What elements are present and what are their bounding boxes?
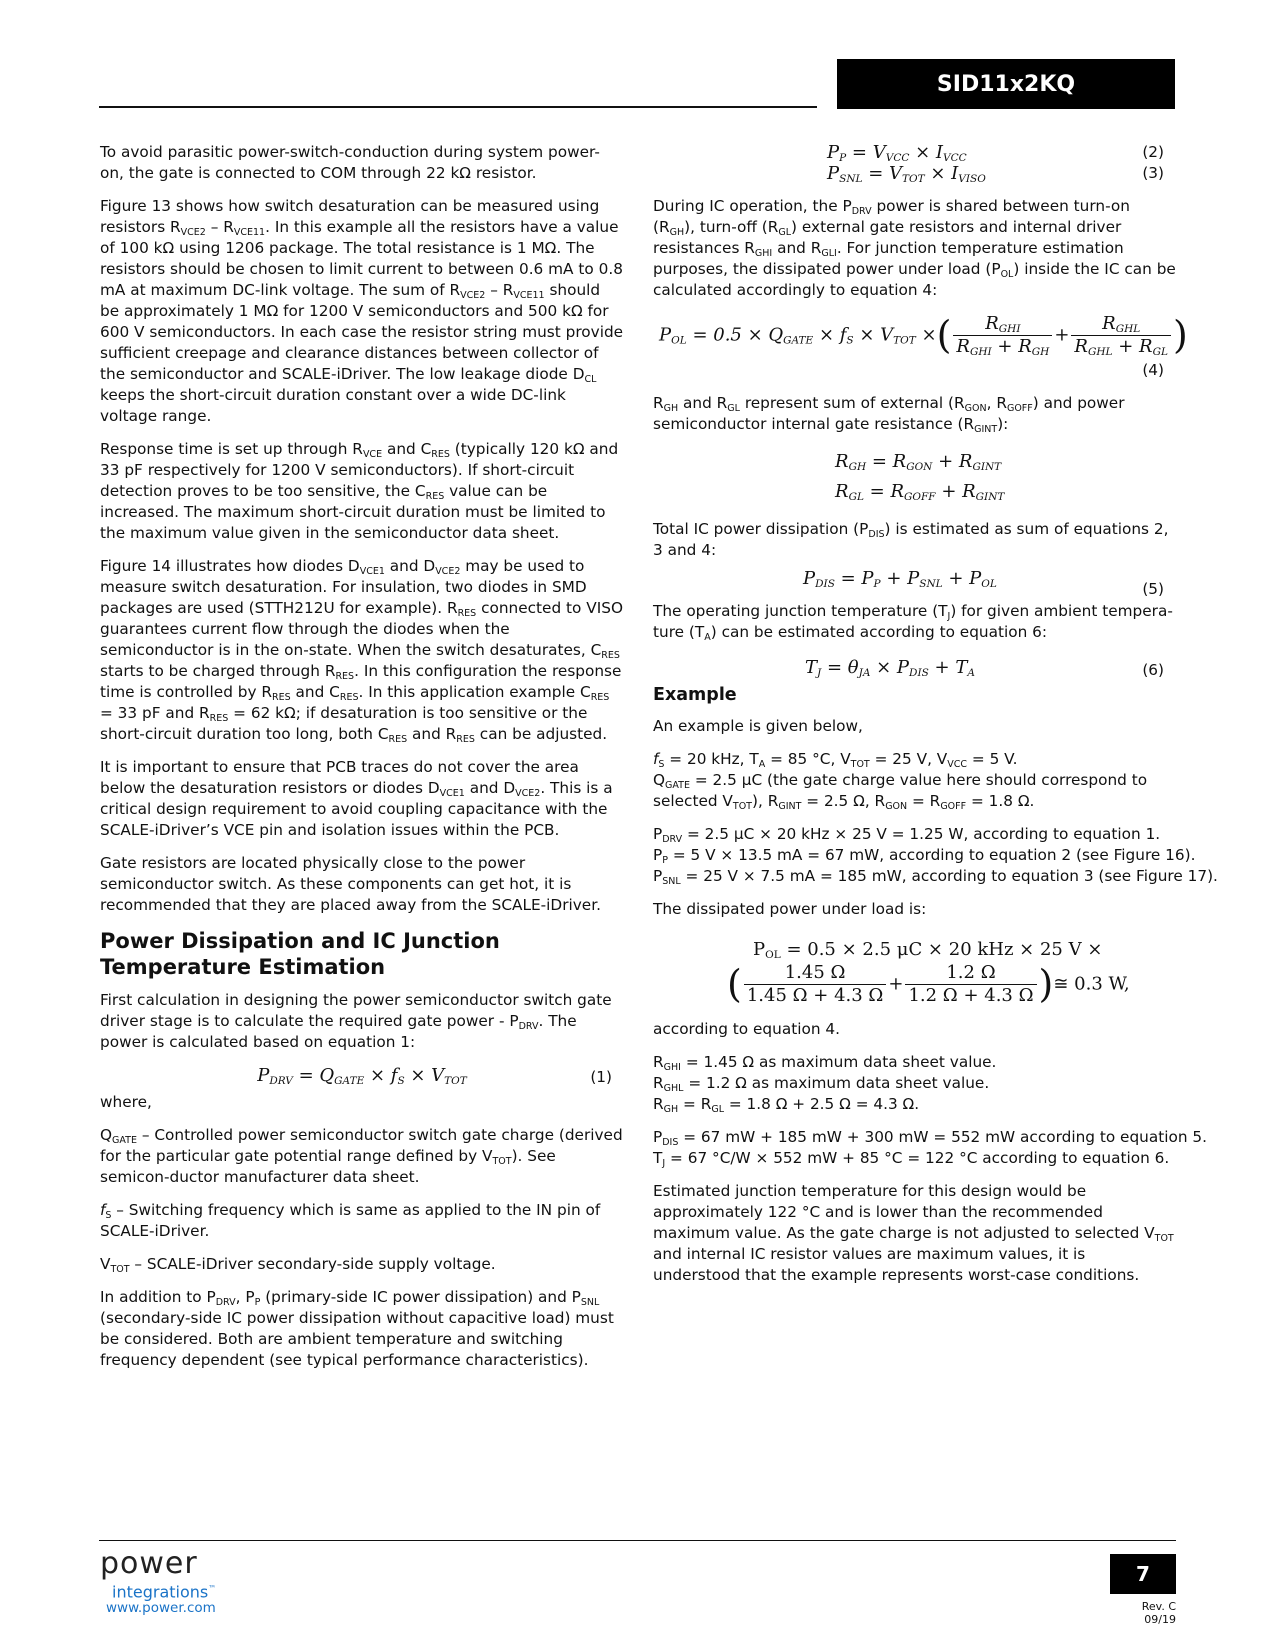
- section-heading: Example: [653, 685, 737, 705]
- paragraph: During IC operation, the $P_{DRV}$ power is shared between turn-on $(R_{GH})$, turn-off $(R_{GL})$ external gate resistors and internal driver resistances $R_{GHI}$ and $R_{GLI}$. For junction temperature estimation purposes, the dissipated power under load $(P_{OL})$ inside the IC can be calculated accordingly to equation 4:: [653, 197, 1176, 299]
- page-number: 7: [1110, 1554, 1176, 1594]
- paragraph: $P_{DRV} = 2.5$ μC × 20 kHz × 25 V = 1.25 W, according to equation 1. $P_P = 5$ V × 13.5 mA = 67 mW, according to equation 2 (see Figure 16). $P_{SNL} = 25$ V × 7.5 mA = 185 mW, according to equation 3 (see Figure 17).: [653, 825, 1218, 887]
- paragraph: Figure 13 shows how switch desaturation can be measured using resistors $R_{VCE2} - R_{VCE11}$. In this example all the resistors have a value of 100 kΩ using 1206 package. The total resistance is 1 MΩ. The resistors should be chosen to limit current to between 0.6 mA to 0.8 mA at maximum DC-link voltage. The sum of $R_{VCE2} - R_{VCE11}$ should be approximately 1 MΩ for 1200 V semiconductors and 500 kΩ for 600 V semiconductors. In each case the resistor string must provide sufficient creepage and clearance distances between collector of the semiconductor and SCALE-iDriver. The low leakage diode $D_{CL}$ keeps the short-circuit duration constant over a wide DC-link voltage range.: [100, 197, 624, 425]
- equation-6: $T_J = \theta_{JA} \times P_{DIS} + T_A$ (6): [805, 657, 1164, 679]
- equation-3: $P_{SNL} = V_{TOT} \times I_{VISO}$ (3): [827, 163, 1164, 185]
- paragraph: $P_{DIS} = 67$ mW + 185 mW + 300 mW = 552 mW according to equation 5. $T_J = 67$ °C/W × 552 mW + 85 °C = 122 °C according to equation 6.: [653, 1128, 1207, 1169]
- paragraph: $R_{GH}$ and $R_{GL}$ represent sum of external ($R_{GON}$, $R_{GOFF}$) and power semiconductor internal gate resistance $(R_{GINT})$:: [653, 394, 1125, 435]
- paragraph: Response time is set up through $R_{VCE}$ and $C_{RES}$ (typically 120 kΩ and 33 pF respectively for 1200 V semiconductors). If short-circuit detection proves to be too sensitive, the $C_{RES}$ value can be increased. The maximum short-circuit duration must be limited to the maximum value given in the semiconductor data sheet.: [100, 440, 619, 542]
- equation-7: $P_{OL} = 0.5 \times 2.5$ μC × 20 kHz × 25 V ×: [753, 939, 1103, 961]
- paragraph: where,: [100, 1093, 152, 1111]
- equation-4: $P_{OL} = 0.5 \times Q_{GATE} \times f_S \times V_{TOT}$ ×( $\frac{R_{GHI}}{R_{GHI} + R_{GH}}$ + $\frac{R_{GHL}}{R_{GHL} + R_{GL}}$ ): [659, 313, 1188, 358]
- paragraph: Figure 14 illustrates how diodes $D_{VCE1}$ and $D_{VCE2}$ may be used to measure switch desaturation. For insulation, two diodes in SMD packages are used (STTH212U for example). $R_{RES}$ connected to VISO guarantees current flow through the diodes when the semiconductor is in the on-state. When the switch desaturates, $C_{RES}$ starts to be charged through $R_{RES}$. In this configuration the response time is controlled by $R_{RES}$ and $C_{RES}$. In this application example $C_{RES} = 33$ pF and $R_{RES} = 62$ kΩ; if desaturation is too sensitive or the short-circuit duration too long, both $C_{RES}$ and $R_{RES}$ can be adjusted.: [100, 557, 623, 745]
- paragraph: In addition to $P_{DRV}$, $P_P$ (primary-side IC power dissipation) and $P_{SNL}$ (secondary-side IC power dissipation without capacitive load) must be considered. Both are ambient temperature and switching frequency dependent (see typical performance characteristics).: [100, 1288, 614, 1369]
- definition: $Q_{GATE}$ – Controlled power semiconductor switch gate charge (derived for the particular gate potential range defined by $V_{TOT}$). See semicon-ductor manufacturer data sheet.: [100, 1126, 623, 1186]
- website-link[interactable]: www.power.com: [106, 1600, 216, 1616]
- left-column: [100, 142, 624, 1383]
- paragraph: $R_{GHI} = 1.45$ Ω as maximum data sheet value. $R_{GHL} = 1.2$ Ω as maximum data sheet value. $R_{GH} = R_{GL} = 1.8$ Ω + 2.5 Ω = 4.3 Ω.: [653, 1053, 997, 1115]
- section-heading: Power Dissipation and IC Junction Temperature Estimation: [100, 929, 500, 979]
- definition: $f_S$ – Switching frequency which is same as applied to the IN pin of SCALE-iDriver.: [100, 1201, 601, 1240]
- paragraph: First calculation in designing the power semiconductor switch gate driver stage is to calculate the required gate power - $P_{DRV}$. The power is calculated based on equation 1:: [100, 991, 612, 1051]
- paragraph: The operating junction temperature $(T_J)$ for given ambient tempera-ture $(T_A)$ can be estimated according to equation 6:: [653, 602, 1173, 643]
- paragraph: The dissipated power under load is:: [653, 900, 927, 918]
- document-title: SID11x2KQ: [837, 59, 1175, 109]
- footer-rule: [99, 1540, 1176, 1541]
- logo-wordmark-bottom: integrations™: [112, 1582, 217, 1602]
- equation-4-number: (4): [1142, 361, 1164, 379]
- equation-rgl: $R_{GL} = R_{GOFF} + R_{GINT}$: [835, 481, 1005, 503]
- equation-2: $P_P = V_{VCC} \times I_{VCC}$ (2): [827, 142, 1164, 164]
- equation-rgh: $R_{GH} = R_{GON} + R_{GINT}$: [835, 451, 1002, 473]
- equation-1: $P_{DRV} = Q_{GATE} \times f_S \times V_{TOT}$ (1): [257, 1065, 612, 1087]
- paragraph: $f_S = 20$ kHz, $T_A = 85$ °C, $V_{TOT} = 25$ V, $V_{VCC} = 5$ V. $Q_{GATE} = 2.5$ μC (the gate charge value here should correspond to selected $V_{TOT}$), $R_{GINT} = 2.5$ Ω, $R_{GON} = R_{GOFF} = 1.8$ Ω.: [653, 750, 1148, 812]
- paragraph: It is important to ensure that PCB traces do not cover the area below the desaturation resistors or diodes $D_{VCE1}$ and $D_{VCE2}$. This is a critical design requirement to avoid coupling capacitance with the SCALE-iDriver’s VCE pin and isolation issues within the PCB.: [100, 758, 613, 839]
- header-rule: [99, 106, 817, 108]
- paragraph: To avoid parasitic power-switch-conduction during system power-on, the gate is connected to COM through 22 kΩ resistor.: [100, 143, 600, 182]
- paragraph: Total IC power dissipation $(P_{DIS})$ is estimated as sum of equations 2, 3 and 4:: [653, 520, 1169, 559]
- definition: $V_{TOT}$ – SCALE-iDriver secondary-side supply voltage.: [100, 1255, 496, 1275]
- power-integrations-logo: [100, 1548, 216, 1601]
- equation-5: $P_{DIS} = P_P + P_{SNL} + P_{OL}$ (5): [803, 568, 1164, 598]
- revision-label: Rev. C 09/19: [1141, 1600, 1176, 1626]
- paragraph: Estimated junction temperature for this design would be approximately 122 °C and is lower than the recommended maximum value. As the gate charge is not adjusted to selected $V_{TOT}$ and internal IC resistor values are maximum values, it is understood that the example represents worst-case conditions.: [653, 1182, 1174, 1284]
- right-column: [653, 142, 1218, 1298]
- paragraph: An example is given below,: [653, 717, 863, 735]
- equation-7-fraction: ( $\frac{1.45 \Omega}{1.45 \Omega + 4.3 \Omega}$ + $\frac{1.2 \Omega}{1.2 \Omega + 4.3 \Omega}$ )≅ 0.3 W,: [727, 962, 1130, 1006]
- paragraph: Gate resistors are located physically close to the power semiconductor switch. As these components can get hot, it is recommended that they are placed away from the SCALE-iDriver.: [100, 854, 601, 914]
- paragraph: according to equation 4.: [653, 1020, 840, 1038]
- logo-wordmark-top: power: [100, 1546, 198, 1581]
